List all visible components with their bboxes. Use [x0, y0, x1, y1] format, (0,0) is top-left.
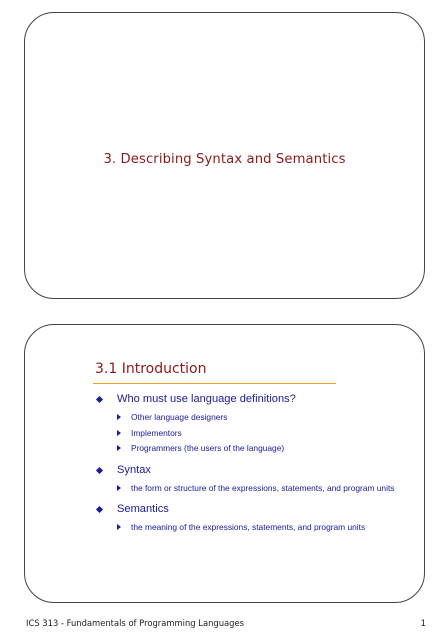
diamond-bullet-icon [96, 466, 103, 473]
bullet-text: Semantics [117, 503, 169, 515]
triangle-bullet-icon [117, 414, 121, 420]
bullet-item [93, 502, 413, 516]
slide-1-title: 3. Describing Syntax and Semantics [103, 152, 346, 167]
slide-1 [24, 12, 425, 299]
sub-bullet-list [93, 483, 413, 494]
sub-bullet-text: the meaning of the expressions, statements, and program units [131, 522, 366, 532]
sub-bullet-item [117, 443, 413, 454]
bullet-item [93, 463, 413, 477]
sub-bullet-text: the form or structure of the expressions, statements, and program units [131, 482, 395, 493]
diamond-bullet-icon [96, 396, 103, 403]
sub-bullet-text: Programmers (the users of the language) [131, 443, 285, 453]
sub-bullet-item [117, 412, 413, 423]
triangle-bullet-icon [117, 430, 121, 436]
title-underline [93, 383, 336, 384]
sub-bullet-list [93, 522, 413, 533]
diamond-bullet-icon [96, 506, 103, 513]
sub-bullet-item [117, 428, 413, 439]
sub-bullet-item [117, 483, 413, 494]
bullet-text: Who must use language definitions? [117, 393, 296, 405]
sub-bullet-item [117, 522, 413, 533]
slide-2 [24, 324, 425, 603]
triangle-bullet-icon [117, 445, 121, 451]
bullet-text: Syntax [117, 463, 151, 476]
triangle-bullet-icon [117, 485, 121, 491]
triangle-bullet-icon [117, 524, 121, 530]
bullet-item [93, 392, 413, 406]
bullet-list [93, 392, 413, 542]
page-number: 1 [420, 618, 426, 628]
sub-bullet-text: Other language designers [131, 412, 228, 422]
footer-course-title: ICS 313 - Fundamentals of Programming Languages [26, 618, 244, 628]
sub-bullet-list [93, 412, 413, 454]
slide-2-title: 3.1 Introduction [95, 361, 207, 377]
sub-bullet-text: Implementors [131, 427, 182, 438]
